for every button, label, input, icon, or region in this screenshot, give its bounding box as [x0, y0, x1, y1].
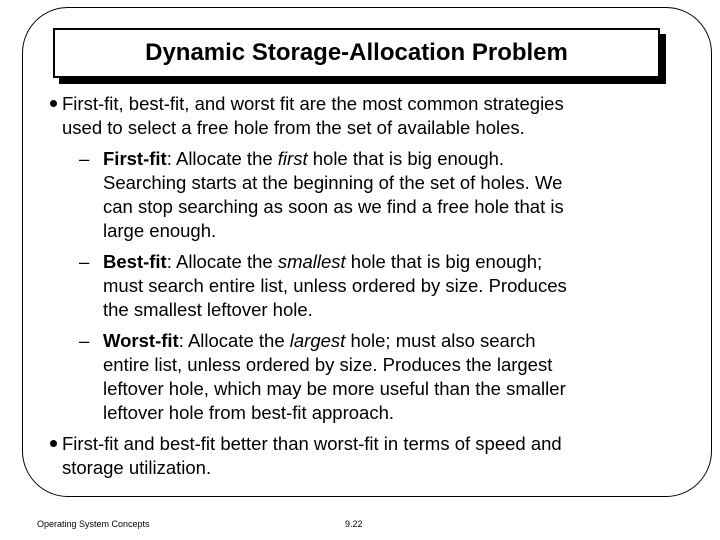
dash-icon: – [79, 330, 90, 351]
worst-fit-line4: leftover hole from best-fit approach. [103, 402, 395, 423]
worst-fit-pre: : Allocate the [178, 330, 290, 351]
first-fit-term: First-fit [103, 148, 167, 169]
first-fit-pre: : Allocate the [166, 148, 278, 169]
first-fit-line1 [103, 148, 504, 170]
bullet2-line2: storage utilization. [62, 457, 212, 478]
bullet1-line1: First-fit, best-fit, and worst fit are the most common strategies [62, 93, 564, 114]
best-fit-line1 [103, 251, 542, 273]
best-fit-pre: : Allocate the [166, 251, 278, 272]
best-fit-line3: the smallest leftover hole. [103, 299, 313, 320]
worst-fit-line2: entire list, unless ordered by size. Produces the largest [103, 354, 553, 375]
bullet2-line1: First-fit and best-fit better than worst-fit in terms of speed and [62, 433, 562, 454]
first-fit-line3: can stop searching as soon as we find a free hole that is [103, 196, 564, 217]
best-fit-line2: must search entire list, unless ordered by size. Produces [103, 275, 567, 296]
worst-fit-em: largest [289, 330, 346, 351]
first-fit-line4: large enough. [103, 220, 217, 241]
worst-fit-line1 [103, 330, 536, 352]
worst-fit-line3: leftover hole, which may be more useful than the smaller [103, 378, 566, 399]
dash-icon: – [79, 251, 90, 272]
dash-icon: – [79, 148, 90, 169]
first-fit-line2: Searching starts at the beginning of the set of holes. We [103, 172, 563, 193]
best-fit-em: smallest [277, 251, 346, 272]
worst-fit-term: Worst-fit [103, 330, 179, 351]
first-fit-post: hole that is big enough. [307, 148, 505, 169]
bullet-icon [50, 100, 57, 107]
best-fit-post: hole that is big enough; [345, 251, 543, 272]
best-fit-term: Best-fit [103, 251, 167, 272]
first-fit-em: first [277, 148, 308, 169]
bullet1-line2: used to select a free hole from the set of available holes. [62, 117, 525, 138]
title-box [53, 28, 660, 78]
worst-fit-post: hole; must also search [345, 330, 536, 351]
footer-course-name: Operating System Concepts [37, 519, 150, 529]
footer-slide-number: 9.22 [345, 519, 363, 529]
slide-title: Dynamic Storage-Allocation Problem [145, 39, 568, 66]
bullet-icon [50, 440, 57, 447]
